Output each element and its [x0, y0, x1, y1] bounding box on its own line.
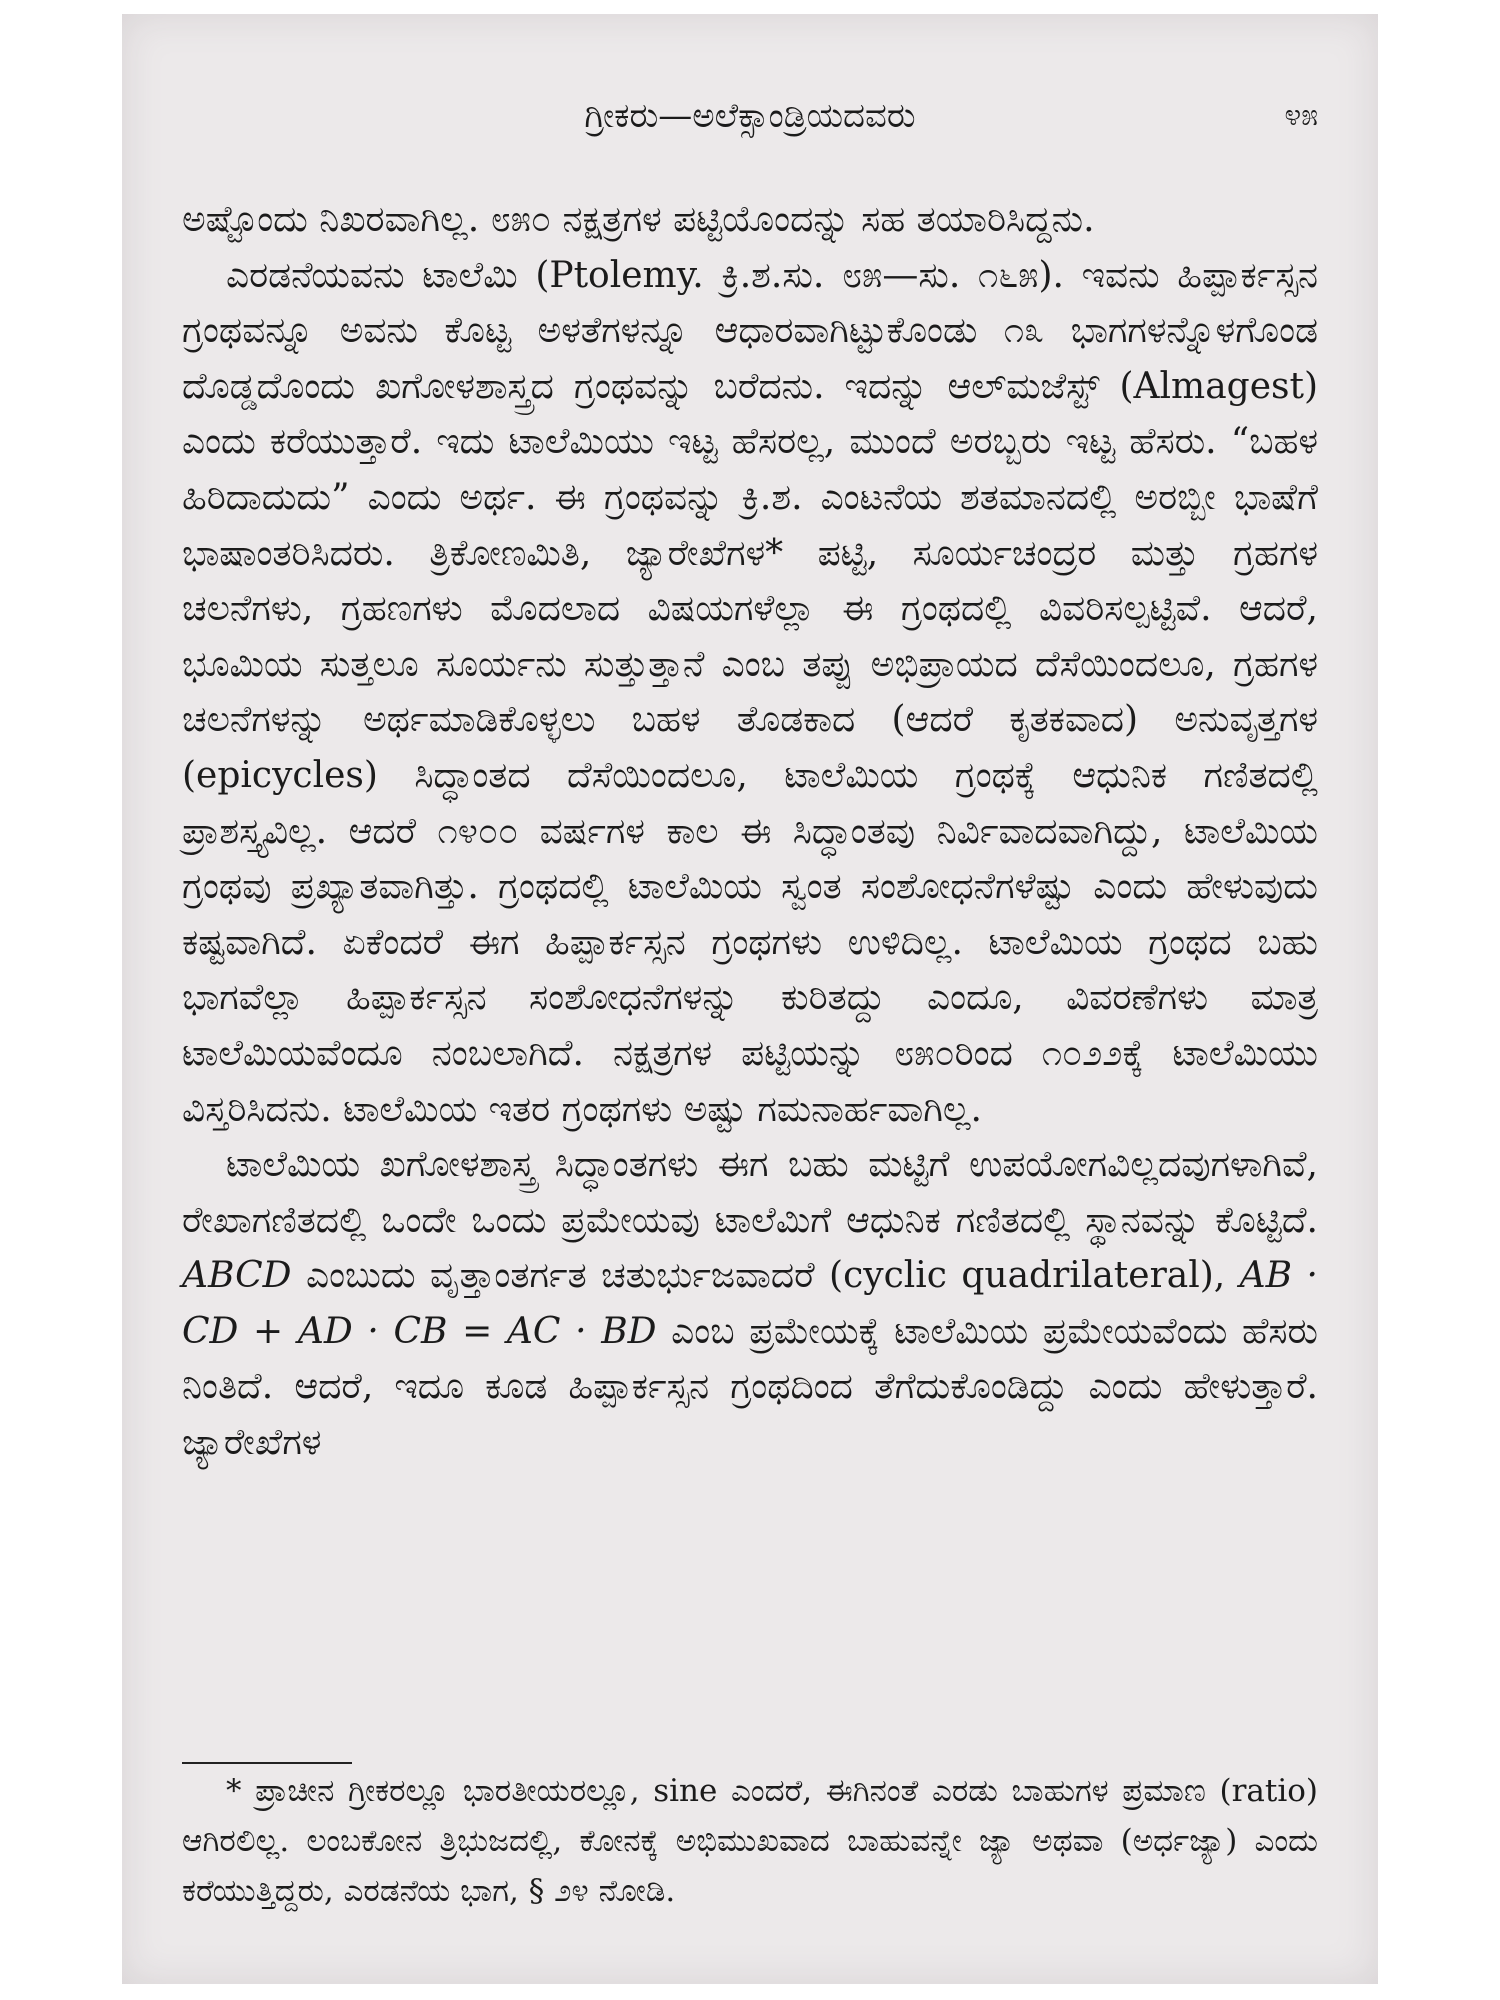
paragraph-3-text-a: ಟಾಲೆಮಿಯ ಖಗೋಳಶಾಸ್ತ್ರ ಸಿದ್ಧಾಂತಗಳು ಈಗ ಬಹು ಮಟ್ಟಿಗೆ ಉಪಯೋಗವಿಲ್ಲದವುಗಳಾಗಿವೆ, ರೇಖಾಗಣಿತದಲ್ಲಿ ಒಂದೇ ಒಂದು ಪ್ರಮೇಯವು ಟಾಲೆಮಿಗೆ ಆಧುನಿಕ ಗಣಿತದಲ್ಲಿ ಸ್ಥಾನವನ್ನು ಕೊಟ್ಟಿದೆ. [182, 1144, 1318, 1241]
quadrilateral-label: ABCD [182, 1255, 292, 1297]
book-page [122, 14, 1378, 1984]
ptolemy-formula: AB · CD + AD · CB = AC · BD [182, 1255, 1318, 1352]
paragraph-2: ಎರಡನೆಯವನು ಟಾಲೆಮಿ (Ptolemy. ಕ್ರಿ.ಶ.ಸು. ೮೫—ಸು. ೧೬೫). ಇವನು ಹಿಪ್ಪಾರ್ಕಸ್ಸನ ಗ್ರಂಥವನ್ನೂ ಅವನು ಕೊಟ್ಟ ಅಳತೆಗಳನ್ನೂ ಆಧಾರವಾಗಿಟ್ಟುಕೊಂಡು ೧೩ ಭಾಗಗಳನ್ನೊಳಗೊಂಡ ದೊಡ್ಡದೊಂದು ಖಗೋಳಶಾಸ್ತ್ರದ ಗ್ರಂಥವನ್ನು ಬರೆದನು. ಇದನ್ನು ಆಲ್‌ಮಜೆಸ್ಟ್ (Almagest) ಎಂದು ಕರೆಯುತ್ತಾರೆ. ಇದು ಟಾಲೆಮಿಯು ಇಟ್ಟ ಹೆಸರಲ್ಲ, ಮುಂದೆ ಅರಬ್ಬರು ಇಟ್ಟ ಹೆಸರು. “ಬಹಳ ಹಿರಿದಾದುದು” ಎಂದು ಅರ್ಥ. ಈ ಗ್ರಂಥವನ್ನು ಕ್ರಿ.ಶ. ಎಂಟನೆಯ ಶತಮಾನದಲ್ಲಿ ಅರಬ್ಬೀ ಭಾಷೆಗೆ ಭಾಷಾಂತರಿಸಿದರು. ತ್ರಿಕೋಣಮಿತಿ, ಜ್ಯಾರೇಖೆಗಳ* ಪಟ್ಟಿ, ಸೂರ್ಯಚಂದ್ರರ ಮತ್ತು ಗ್ರಹಗಳ ಚಲನೆಗಳು, ಗ್ರಹಣಗಳು ಮೊದಲಾದ ವಿಷಯಗಳೆಲ್ಲಾ ಈ ಗ್ರಂಥದಲ್ಲಿ ವಿವರಿಸಲ್ಪಟ್ಟಿವೆ. ಆದರೆ, ಭೂಮಿಯ ಸುತ್ತಲೂ ಸೂರ್ಯನು ಸುತ್ತುತ್ತಾನೆ ಎಂಬ ತಪ್ಪು ಅಭಿಪ್ರಾಯದ ದೆಸೆಯಿಂದಲೂ, ಗ್ರಹಗಳ ಚಲನೆಗಳನ್ನು ಅರ್ಥಮಾಡಿಕೊಳ್ಳಲು ಬಹಳ ತೊಡಕಾದ (ಆದರೆ ಕೃತಕವಾದ) ಅನುವೃತ್ತಗಳ (epicycles) ಸಿದ್ಧಾಂತದ ದೆಸೆಯಿಂದಲೂ, ಟಾಲೆಮಿಯ ಗ್ರಂಥಕ್ಕೆ ಆಧುನಿಕ ಗಣಿತದಲ್ಲಿ ಪ್ರಾಶಸ್ತ್ಯವಿಲ್ಲ. ಆದರೆ ೧೪೦೦ ವರ್ಷಗಳ ಕಾಲ ಈ ಸಿದ್ಧಾಂತವು ನಿರ್ವಿವಾದವಾಗಿದ್ದು, ಟಾಲೆಮಿಯ ಗ್ರಂಥವು ಪ್ರಖ್ಯಾತವಾಗಿತ್ತು. ಗ್ರಂಥದಲ್ಲಿ ಟಾಲೆಮಿಯ ಸ್ವಂತ ಸಂಶೋಧನೆಗಳೆಷ್ಟು ಎಂದು ಹೇಳುವುದು ಕಷ್ಟವಾಗಿದೆ. ಏಕೆಂದರೆ ಈಗ ಹಿಪ್ಪಾರ್ಕಸ್ಸನ ಗ್ರಂಥಗಳು ಉಳಿದಿಲ್ಲ. ಟಾಲೆಮಿಯ ಗ್ರಂಥದ ಬಹು ಭಾಗವೆಲ್ಲಾ ಹಿಪ್ಪಾರ್ಕಸ್ಸನ ಸಂಶೋಧನೆಗಳನ್ನು ಕುರಿತದ್ದು ಎಂದೂ, ವಿವರಣೆಗಳು ಮಾತ್ರ ಟಾಲೆಮಿಯವೆಂದೂ ನಂಬಲಾಗಿದೆ. ನಕ್ಷತ್ರಗಳ ಪಟ್ಟಿಯನ್ನು ೮೫೦ರಿಂದ ೧೦೨೨ಕ್ಕೆ ಟಾಲೆಮಿಯು ವಿಸ್ತರಿಸಿದನು. ಟಾಲೆಮಿಯ ಇತರ ಗ್ರಂಥಗಳು ಅಷ್ಟು ಗಮನಾರ್ಹವಾಗಿಲ್ಲ. [182, 254, 1318, 1130]
footnote-text: * ಪ್ರಾಚೀನ ಗ್ರೀಕರಲ್ಲೂ ಭಾರತೀಯರಲ್ಲೂ, sine ಎಂದರೆ, ಈಗಿನಂತೆ ಎರಡು ಬಾಹುಗಳ ಪ್ರಮಾಣ (ratio) ಆಗಿರಲಿಲ್ಲ. ಲಂಬಕೋನ ತ್ರಿಭುಜದಲ್ಲಿ, ಕೋನಕ್ಕೆ ಅಭಿಮುಖವಾದ ಬಾಹುವನ್ನೇ ಜ್ಯಾ ಅಥವಾ (ಅರ್ಧಜ್ಯಾ) ಎಂದು ಕರೆಯುತ್ತಿದ್ದರು, ಎರಡನೆಯ ಭಾಗ, § ೨೪ ನೋಡಿ. [182, 1773, 1318, 1909]
footnote-divider [182, 1762, 352, 1764]
footnote [182, 1766, 1318, 1916]
page-number: ೪೫ [1284, 98, 1318, 133]
chapter-title: ಗ್ರೀಕರು—ಅಲೆಕ್ಸಾಂಡ್ರಿಯದವರು [584, 96, 916, 136]
paragraph-3-text-c: ಎಂಬ ಪ್ರಮೇಯಕ್ಕೆ ಟಾಲೆಮಿಯ ಪ್ರಮೇಯವೆಂದು ಹೆಸರು ನಿಂತಿದೆ. ಆದರೆ, ಇದೂ ಕೂಡ ಹಿಪ್ಪಾರ್ಕಸ್ಸನ ಗ್ರಂಥದಿಂದ ತೆಗೆದುಕೊಂಡಿದ್ದು ಎಂದು ಹೇಳುತ್ತಾರೆ. ಜ್ಯಾರೇಖೆಗಳ [182, 1310, 1318, 1464]
body-text [182, 192, 1318, 1471]
paragraph-3 [182, 1137, 1318, 1471]
paragraph-3-text-b: ಎಂಬುದು ವೃತ್ತಾಂತರ್ಗತ ಚತುರ್ಭುಜವಾದರೆ (cyclic quadrilateral), [305, 1255, 1226, 1297]
paragraph-1: ಅಷ್ಟೊಂದು ನಿಖರವಾಗಿಲ್ಲ. ೮೫೦ ನಕ್ಷತ್ರಗಳ ಪಟ್ಟಿಯೊಂದನ್ನು ಸಹ ತಯಾರಿಸಿದ್ದನು. [182, 199, 1095, 240]
running-header [182, 94, 1318, 138]
